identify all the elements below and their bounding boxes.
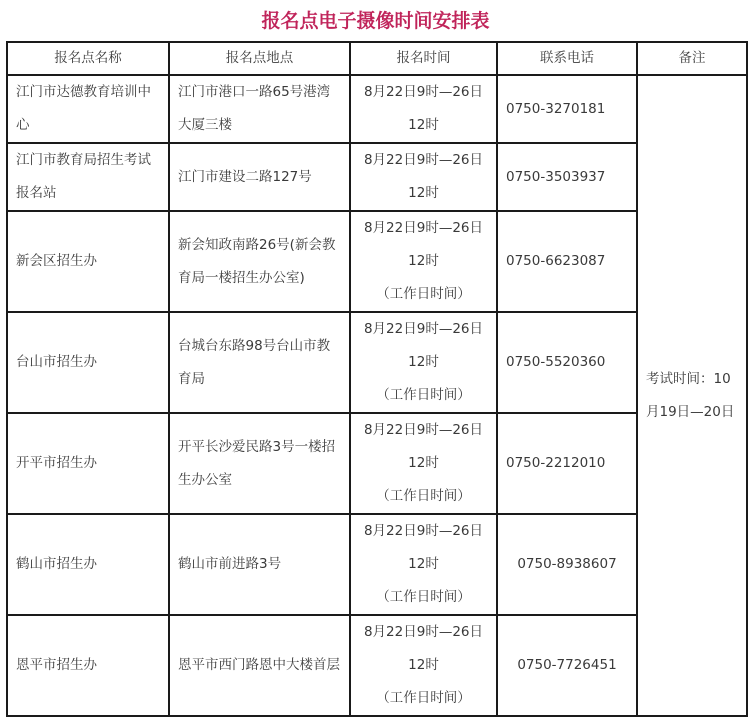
site-address: 鹤山市前进路3号 (169, 514, 350, 615)
exam-note: 考试时间：10月19日—20日 (637, 75, 747, 716)
table-row (7, 413, 747, 514)
page-title: 报名点电子摄像时间安排表 (261, 10, 490, 32)
time-range: 8月22日9时—26日 (363, 422, 484, 438)
site-name: 江门市教育局招生考试报名站 (7, 143, 169, 211)
header-time: 报名时间 (350, 42, 497, 75)
table-row (7, 143, 747, 211)
site-name: 江门市达德教育培训中心 (7, 75, 169, 143)
table-row (7, 211, 747, 312)
site-time (350, 75, 497, 143)
site-time (350, 211, 497, 312)
site-time (350, 413, 497, 514)
time-end: 12时 (408, 117, 439, 133)
site-phone: 0750-7726451 (497, 615, 637, 716)
site-address: 开平长沙爱民路3号一楼招生办公室 (169, 413, 350, 514)
time-range: 8月22日9时—26日 (363, 624, 484, 640)
time-range: 8月22日9时—26日 (363, 84, 484, 100)
site-name: 恩平市招生办 (7, 615, 169, 716)
header-note: 备注 (637, 42, 747, 75)
header-phone: 联系电话 (497, 42, 637, 75)
table-row (7, 75, 747, 143)
time-range: 8月22日9时—26日 (363, 152, 484, 168)
site-address: 恩平市西门路恩中大楼首层 (169, 615, 350, 716)
site-phone: 0750-2212010 (497, 413, 637, 514)
site-phone: 0750-8938607 (497, 514, 637, 615)
schedule-table (6, 41, 748, 717)
site-name: 开平市招生办 (7, 413, 169, 514)
site-name: 台山市招生办 (7, 312, 169, 413)
time-end: 12时 (408, 253, 439, 269)
time-range: 8月22日9时—26日 (363, 321, 484, 337)
site-name: 新会区招生办 (7, 211, 169, 312)
site-phone: 0750-5520360 (497, 312, 637, 413)
time-range: 8月22日9时—26日 (363, 220, 484, 236)
time-end: 12时 (408, 455, 439, 471)
time-note: （工作日时间） (376, 286, 471, 302)
site-address: 江门市建设二路127号 (169, 143, 350, 211)
site-time (350, 514, 497, 615)
header-name: 报名点名称 (7, 42, 169, 75)
site-address: 新会知政南路26号(新会教育局一楼招生办公室) (169, 211, 350, 312)
table-header-row (7, 42, 747, 75)
site-address: 台城台东路98号台山市教育局 (169, 312, 350, 413)
time-end: 12时 (408, 556, 439, 572)
table-row (7, 615, 747, 716)
time-end: 12时 (408, 657, 439, 673)
table-row (7, 312, 747, 413)
site-name: 鹤山市招生办 (7, 514, 169, 615)
site-time (350, 312, 497, 413)
time-range: 8月22日9时—26日 (363, 523, 484, 539)
site-phone: 0750-3503937 (497, 143, 637, 211)
time-note: （工作日时间） (376, 589, 471, 605)
time-end: 12时 (408, 354, 439, 370)
header-address: 报名点地点 (169, 42, 350, 75)
time-note: （工作日时间） (376, 387, 471, 403)
site-time (350, 615, 497, 716)
table-row (7, 514, 747, 615)
site-phone: 0750-3270181 (497, 75, 637, 143)
time-note: （工作日时间） (376, 488, 471, 504)
site-time (350, 143, 497, 211)
time-end: 12时 (408, 185, 439, 201)
time-note: （工作日时间） (376, 690, 471, 706)
site-phone: 0750-6623087 (497, 211, 637, 312)
site-address: 江门市港口一路65号港湾大厦三楼 (169, 75, 350, 143)
